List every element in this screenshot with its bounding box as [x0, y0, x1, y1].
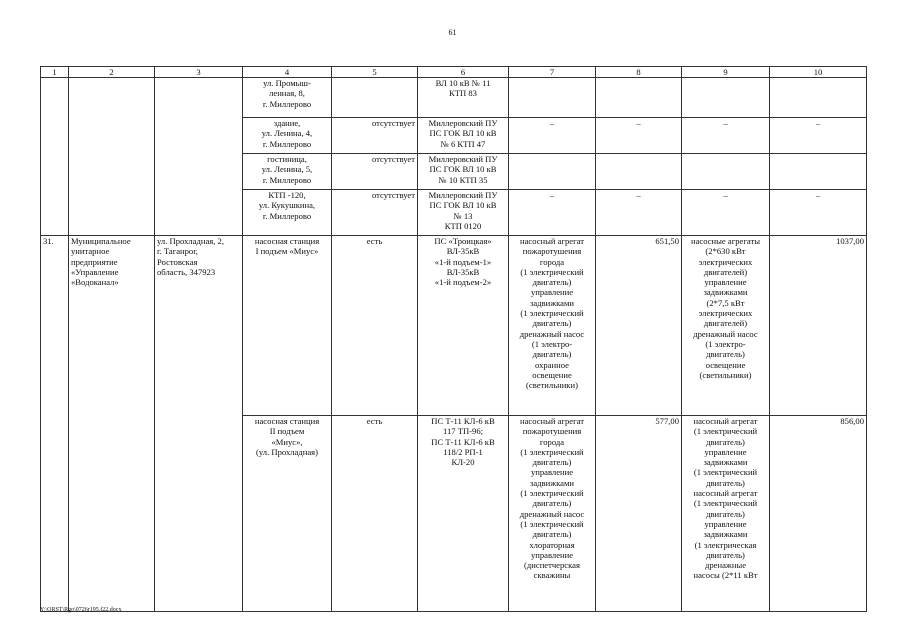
header-cell: 3	[155, 67, 243, 78]
column-number-header	[41, 67, 867, 78]
equipment-detail-cell: –	[682, 190, 770, 236]
total-load-cell: 856,00	[770, 416, 867, 612]
header-cell: 2	[69, 67, 155, 78]
object-cell: насосная станция II подъем «Миус», (ул. Прохладная)	[243, 416, 332, 612]
power-source-cell: ВЛ 10 кВ № 11 КТП 83	[418, 78, 509, 118]
backup-source-cell: отсутствует	[332, 118, 418, 154]
total-load-cell: –	[770, 190, 867, 236]
equipment-detail-cell: –	[682, 118, 770, 154]
load-cell	[596, 78, 682, 118]
object-cell: здание, ул. Ленина, 4, г. Миллерово	[243, 118, 332, 154]
equipment-detail-cell	[682, 78, 770, 118]
header-cell: 5	[332, 67, 418, 78]
header-cell: 10	[770, 67, 867, 78]
page-number: 61	[448, 28, 457, 37]
header-cell: 7	[509, 67, 596, 78]
row-number-cell	[41, 78, 69, 236]
power-source-cell: ПС Т-11 КЛ-6 кВ 117 ТП-96; ПС Т-11 КЛ-6 кВ 118/2 РП-1 КЛ-20	[418, 416, 509, 612]
equipment-detail-cell: насосный агрегат (1 электрический двигатель) управление задвижками (1 электрический двигатель) насосный агрегат (1 электрический двигатель) управление задвижками (1 электрическая двигатель) дренажные насосы (2*11 кВт	[682, 416, 770, 612]
equipment-cell: –	[509, 118, 596, 154]
document-path: Y:\ORST\Rgo\0726r195.f22.docx	[40, 607, 122, 613]
equipment-cell: –	[509, 190, 596, 236]
object-cell: насосная станция I подъем «Миус»	[243, 236, 332, 416]
backup-source-cell: есть	[332, 236, 418, 416]
header-cell: 8	[596, 67, 682, 78]
power-source-cell: Миллеровский ПУ ПС ГОК ВЛ 10 кВ № 6 КТП 47	[418, 118, 509, 154]
object-cell: гостиница, ул. Ленина, 5, г. Миллерово	[243, 154, 332, 190]
header-cell: 1	[41, 67, 69, 78]
backup-source-cell: отсутствует	[332, 154, 418, 190]
power-source-cell: Миллеровский ПУ ПС ГОК ВЛ 10 кВ № 13 КТП 0120	[418, 190, 509, 236]
organization-cell: Муниципальное унитарное предприятие «Управление «Водоканал»	[69, 236, 155, 612]
header-cell: 6	[418, 67, 509, 78]
table-row	[41, 78, 867, 118]
power-source-cell: Миллеровский ПУ ПС ГОК ВЛ 10 кВ № 10 КТП 35	[418, 154, 509, 190]
object-cell: ул. Промыш- ленная, 8, г. Миллерово	[243, 78, 332, 118]
total-load-cell	[770, 78, 867, 118]
table-row	[41, 236, 867, 416]
equipment-cell: насосный агрегат пожаротушения города (1 электрический двигатель) управление задвижками (1 электрический двигатель) дренажный насос (1 электрический двигатель) хлораторная управление (диспетчерская скважины	[509, 416, 596, 612]
object-cell: КТП -120, ул. Кукушкина, г. Миллерово	[243, 190, 332, 236]
load-cell: 577,00	[596, 416, 682, 612]
load-cell	[596, 154, 682, 190]
backup-source-cell: отсутствует	[332, 190, 418, 236]
header-cell: 4	[243, 67, 332, 78]
equipment-detail-cell	[682, 154, 770, 190]
load-cell: 651,50	[596, 236, 682, 416]
backup-source-cell: есть	[332, 416, 418, 612]
equipment-cell: насосный агрегат пожаротушения города (1 электрический двигатель) управление задвижками (1 электрический двигатель) дренажный насос (1 электро- двигатель) охранное освещение (светильники)	[509, 236, 596, 416]
equipment-detail-cell: насосные агрегаты (2*630 кВт электрических двигателей) управление задвижками (2*7,5 кВт электрических двигателей) дренажный насос (1 электро- двигатель) освещение (светильники)	[682, 236, 770, 416]
load-cell: –	[596, 118, 682, 154]
equipment-cell	[509, 154, 596, 190]
equipment-cell	[509, 78, 596, 118]
header-cell: 9	[682, 67, 770, 78]
power-source-cell: ПС «Троицкая» ВЛ-35кВ «1-й подъем-1» ВЛ-35кВ «1-й подъем-2»	[418, 236, 509, 416]
total-load-cell	[770, 154, 867, 190]
total-load-cell: 1037,00	[770, 236, 867, 416]
organization-cell	[69, 78, 155, 236]
backup-source-cell	[332, 78, 418, 118]
address-cell: ул. Прохладная, 2, г. Таганрог, Ростовская область, 347923	[155, 236, 243, 612]
row-number-cell: 31.	[41, 236, 69, 612]
address-cell	[155, 78, 243, 236]
load-cell: –	[596, 190, 682, 236]
facility-table	[40, 66, 867, 612]
total-load-cell: –	[770, 118, 867, 154]
